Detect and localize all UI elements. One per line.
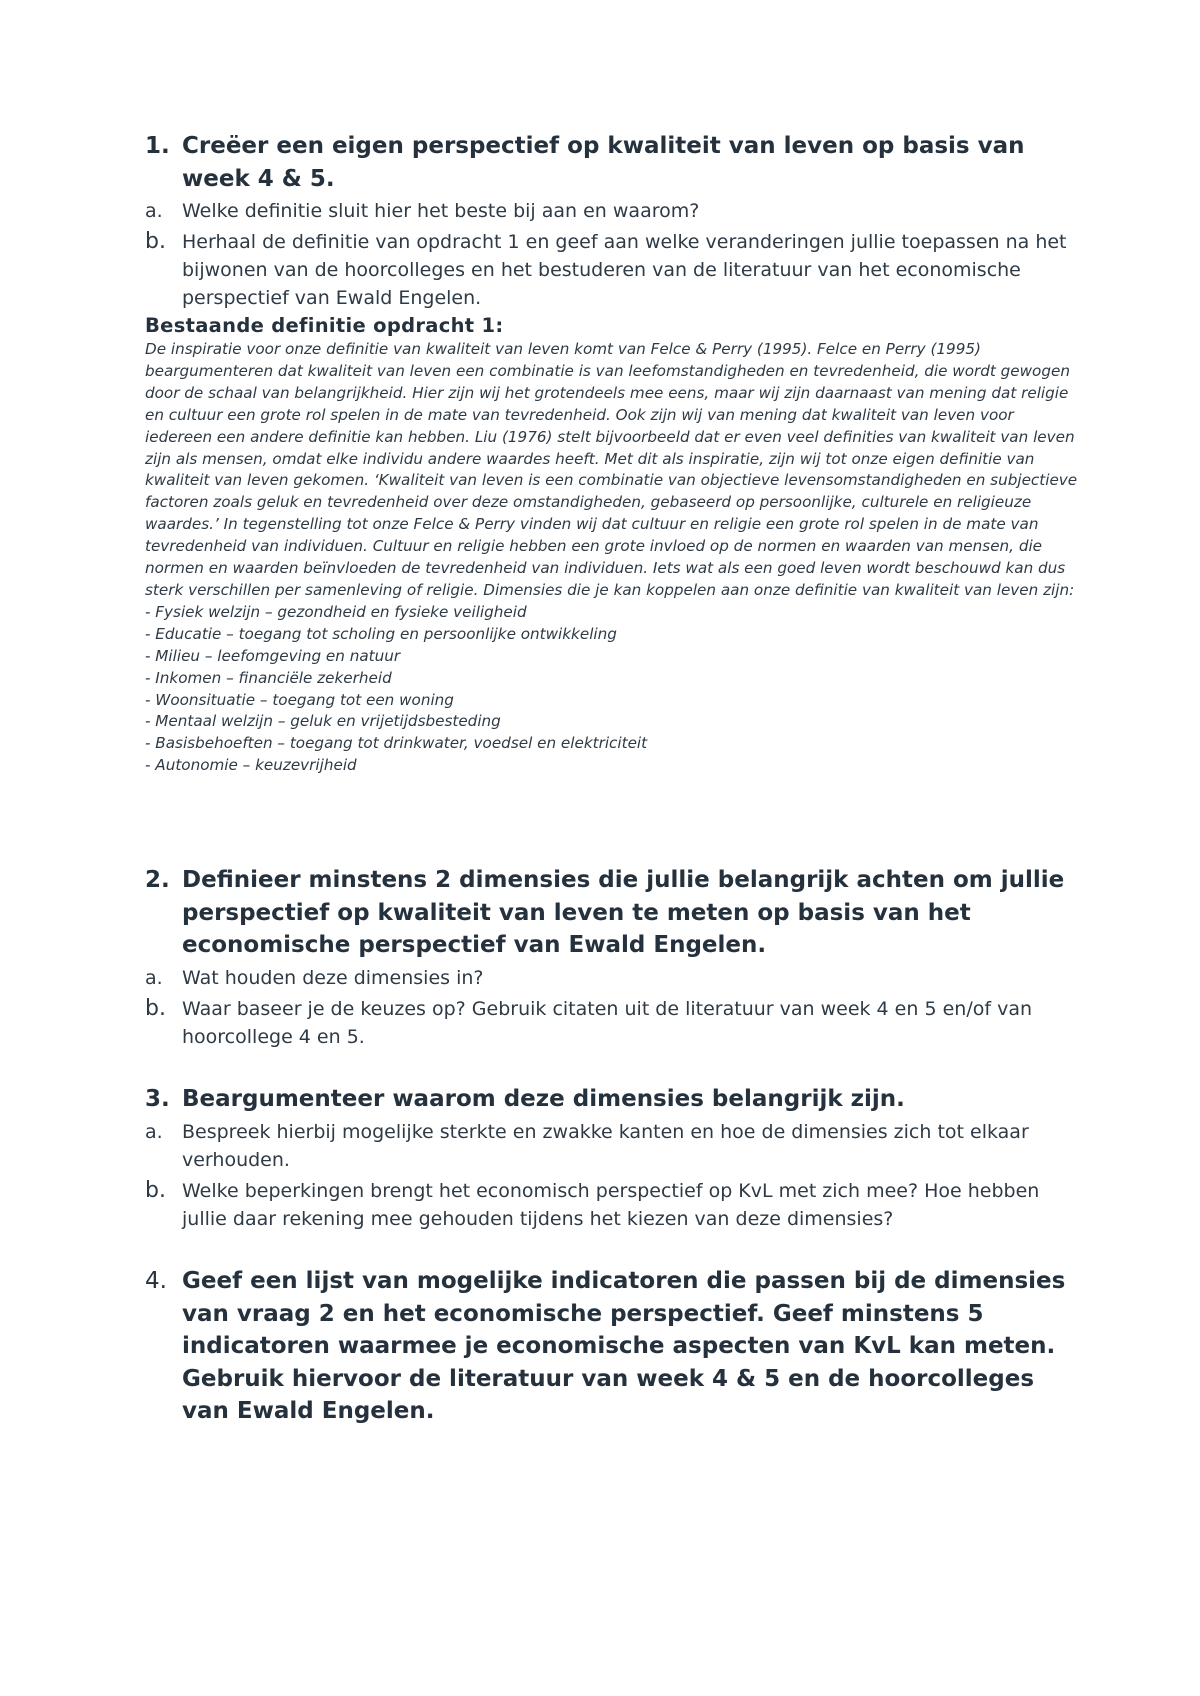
sub-question-b: [145, 1177, 1085, 1233]
list-item: - Mentaal welzijn – geluk en vrijetijdsbesteding: [145, 712, 501, 731]
question-4: [145, 1265, 1085, 1428]
list-item: - Inkomen – financiële zekerheid: [145, 668, 392, 687]
question-title: Definieer minstens 2 dimensies die jullie belangrijk achten om jullie perspectief op kwaliteit van leven te meten op basis van het economische perspectief van Ewald Engelen.: [182, 867, 1065, 958]
sub-text: Herhaal de definitie van opdracht 1 en geef aan welke veranderingen jullie toepassen na het bijwonen van de hoorcolleges en het bestuderen van de literatuur van het economische perspectief van Ewald Engelen.: [182, 231, 1067, 309]
question-2-heading: [145, 864, 1085, 962]
list-item: - Milieu – leefomgeving en natuur: [145, 646, 401, 665]
sub-text: Waar baseer je de keuzes op? Gebruik citaten uit de literatuur van week 4 en 5 en/of van hoorcollege 4 en 5.: [182, 997, 1032, 1048]
existing-definition-title: Bestaande definitie opdracht 1:: [145, 314, 504, 337]
list-item: - Woonsituatie – toegang tot een woning: [145, 690, 454, 709]
sub-letter: b.: [145, 229, 166, 254]
sub-question-b: [145, 228, 1085, 312]
sub-letter: a.: [145, 200, 163, 222]
sub-question-a: [145, 964, 1085, 992]
question-number: 1.: [145, 133, 170, 159]
question-number: 2.: [145, 867, 170, 893]
sub-question-a: [145, 1118, 1085, 1174]
sub-letter: b.: [145, 1177, 166, 1203]
sub-text: Wat houden deze dimensies in?: [182, 966, 484, 989]
sub-text: Bespreek hierbij mogelijke sterkte en zwakke kanten en hoe de dimensies zich tot elkaar verhouden.: [182, 1120, 1029, 1171]
question-title: Beargumenteer waarom deze dimensies belangrijk zijn.: [182, 1086, 905, 1112]
sub-question-b: [145, 995, 1085, 1051]
question-3: [145, 1083, 1085, 1233]
question-number: 4.: [145, 1268, 167, 1294]
sub-text: Welke beperkingen brengt het economisch perspectief op KvL met zich mee? Hoe hebben jullie daar rekening mee gehouden tijdens het kiezen van deze dimensies?: [182, 1179, 1040, 1230]
list-item: - Autonomie – keuzevrijheid: [145, 756, 357, 775]
dimension-list: [145, 602, 1085, 777]
question-4-heading: [145, 1265, 1085, 1428]
question-title: Creëer een eigen perspectief op kwaliteit van leven op basis van week 4 & 5.: [182, 133, 1025, 192]
question-1: [145, 130, 1085, 777]
question-3-heading: [145, 1083, 1085, 1116]
sub-letter: b.: [145, 995, 166, 1021]
existing-definition-paragraph: De inspiratie voor onze definitie van kwaliteit van leven komt van Felce & Perry (1995). Felce en Perry (1995) beargumenteren dat kwaliteit van leven een combinatie is van leefomstandigheden en tevredenheid, die wordt gewogen door de schaal van belangrijkheid. Hier zijn wij het grotendeels mee eens, maar wij zijn daarnaast van mening dat religie en cultuur een grote rol spelen in de mate van tevredenheid. Ook zijn wij van mening dat kwaliteit van leven voor iedereen een andere definitie kan hebben. Liu (1976) stelt bijvoorbeeld dat er even veel definities van kwaliteit van leven zijn als mensen, omdat elke individu andere waardes heeft. Met dit als inspiratie, zijn wij tot onze eigen definitie van kwaliteit van leven gekomen. ‘Kwaliteit van leven is een combinatie van objectieve levensomstandigheden en subjectieve factoren zoals geluk en tevredenheid over deze omstandigheden, gebaseerd op persoonlijke, culturele en religieuze waardes.’ In tegenstelling tot onze Felce & Perry vinden wij dat cultuur en religie een grote rol spelen in de mate van tevredenheid van individuen. Cultuur en religie hebben een grote invloed op de normen en waarden van mensen, die normen en waarden beïnvloeden de tevredenheid van individuen. Iets wat als een goed leven wordt beschouwd kan dus sterk verschillen per samenleving of religie. Dimensies die je kan koppelen aan onze definitie van kwaliteit van leven zijn:: [145, 340, 1078, 599]
sub-text: Welke definitie sluit hier het beste bij aan en waarom?: [182, 200, 700, 222]
question-title: Geef een lijst van mogelijke indicatoren die passen bij de dimensies van vraag 2 en het economische perspectief. Geef minstens 5 indicatoren waarmee je economische aspecten van KvL kan meten. Gebruik hiervoor de literatuur van week 4 & 5 en de hoorcolleges van Ewald Engelen.: [182, 1268, 1066, 1424]
list-item: - Fysiek welzijn – gezondheid en fysieke veiligheid: [145, 602, 527, 621]
sub-letter: a.: [145, 966, 163, 989]
question-number: 3.: [145, 1086, 170, 1112]
question-1-heading: [145, 130, 1085, 195]
question-2: [145, 864, 1085, 1051]
sub-question-a: [145, 197, 1085, 225]
sub-letter: a.: [145, 1120, 163, 1143]
list-item: - Educatie – toegang tot scholing en persoonlijke ontwikkeling: [145, 624, 617, 643]
list-item: - Basisbehoeften – toegang tot drinkwater, voedsel en elektriciteit: [145, 734, 648, 753]
